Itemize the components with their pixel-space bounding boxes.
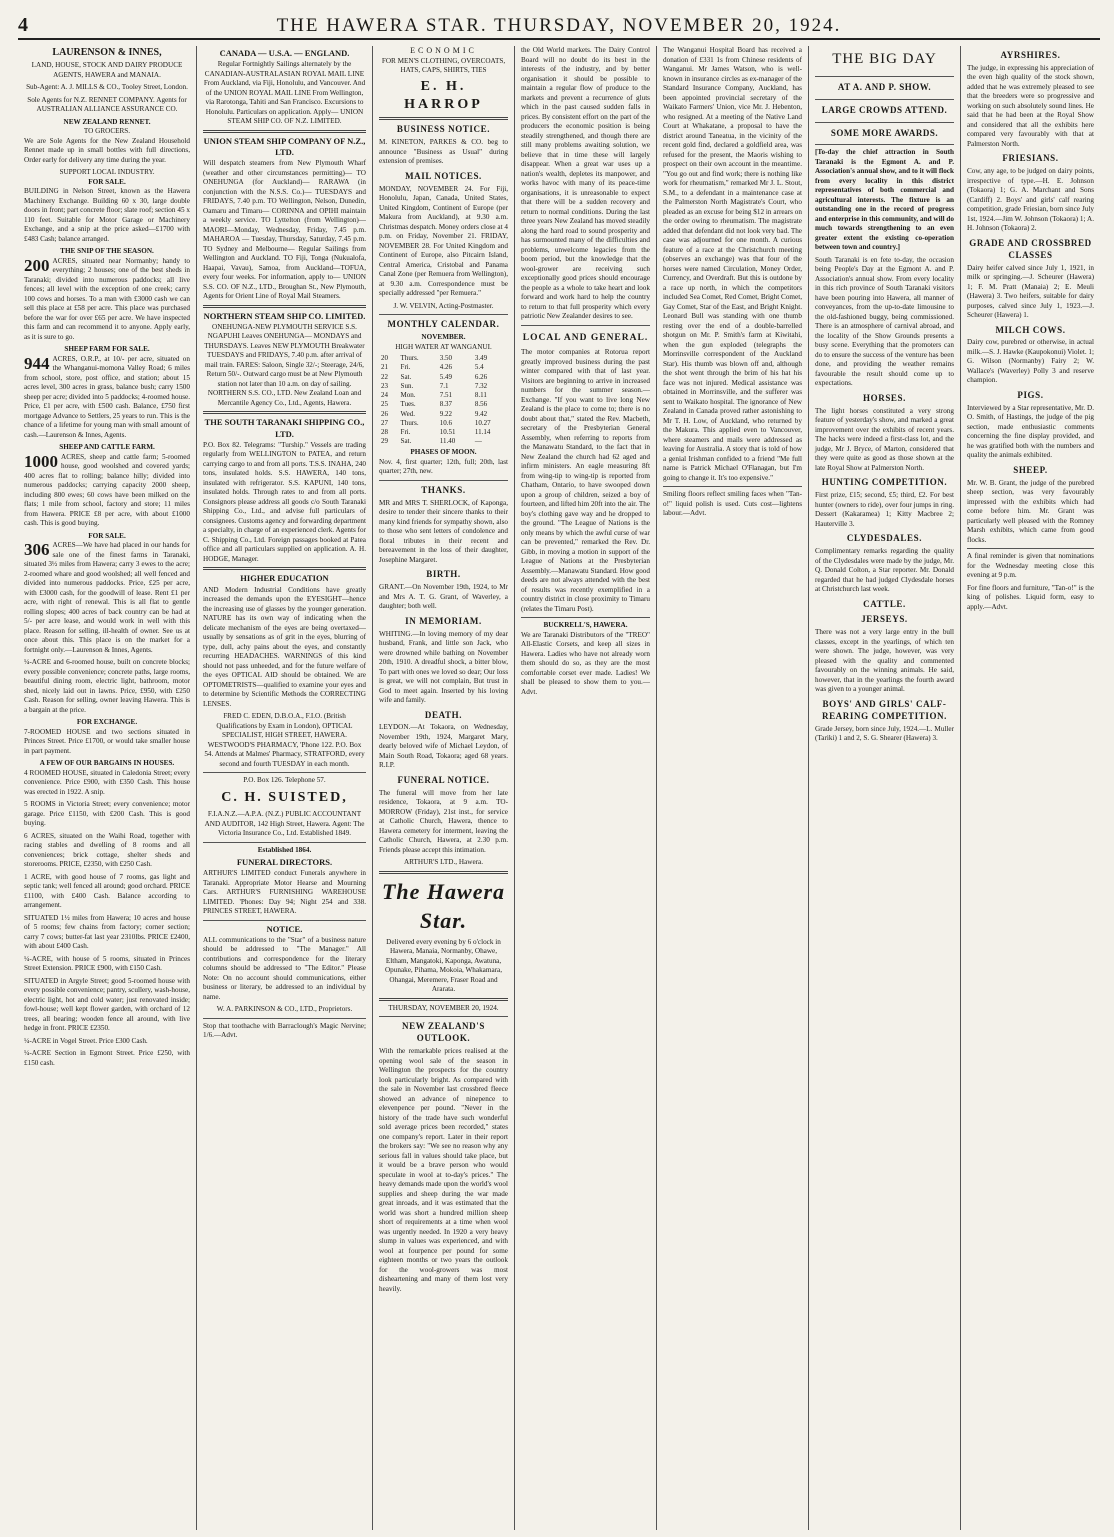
buckrell-body: We are Taranaki Distributors of the "TREO" All-Elastic Corsets, and keep all sizes in Hawera. Ladies who have not already worn them should do so, as they are the most comfortable corset ever made. Ladies! We shall be pleased to show them to you.—Advt. — [521, 630, 650, 696]
bargains-head: A FEW OF OUR BARGAINS IN HOUSES. — [39, 759, 175, 768]
friesians-head: FRIESIANS. — [1002, 153, 1059, 164]
established: Established 1864. — [257, 845, 312, 854]
friesians-body: Cow, any age, to be judged on dairy points, irrespective of type.—H. E. Johnson (Tokaora) 1; G. A. Marchant and Sons (Cardiff) 2. Boys' and girls' calf rearing competition, grade Friesian, born since July 1st, 1924.—Jim W. Johnson (Tokaora) 1; A. H. Johnson (Tokaora) 2. — [967, 167, 1094, 233]
death-body: LEYDON.—At Tokaora, on Wednesday, November 19th, 1924, Margaret Mary, dearly beloved wife of Michael Leydon, of Main South Road, Tokaora; aged 68 years. R.I.P. — [379, 723, 508, 770]
cattle-farm-head: SHEEP AND CATTLE FARM. — [59, 443, 155, 452]
exchange-head: FOR EXCHANGE. — [76, 718, 138, 727]
divider — [815, 122, 954, 123]
calendar-title: HIGH WATER AT WANGANUI. — [395, 342, 492, 351]
ap-show-head: AT A. AND P. SHOW. — [837, 81, 932, 92]
calf-rearing-head: BOYS' AND GIRLS' CALF-REARING COMPETITION. — [821, 698, 947, 721]
divider — [203, 567, 366, 570]
notice-body: ALL communications to the "Star" of a business nature should be addressed to "The Manager." All contributions and correspondence for the literary columns should be addressed to "The Editor." Please Note: On no account should communications, either business or literary, be addressed to an individual by name. — [203, 935, 366, 1001]
ad-306-acres — [24, 541, 190, 655]
tide-cell: 22 — [381, 372, 388, 381]
local-general-head: LOCAL AND GENERAL. — [522, 332, 649, 343]
tide-row — [379, 363, 508, 372]
funeral-notice-head: FUNERAL NOTICE. — [397, 774, 490, 785]
quarter-acre-ad: ¼-ACRE and 6-roomed house, built on concrete blocks; every possible convenience; concrete paths, large rooms, beautiful dining room, electric light, bathroom, motor shed, nicely laid out in lawns. Price, £950, with £250 Cash. Reason for selling, owner leaving Hawera. This is a bargain at the price. — [24, 658, 190, 714]
firm-subtitle: LAND, HOUSE, STOCK AND DAIRY PRODUCE AGENTS, HAWERA and MANAIA. — [31, 61, 183, 79]
tide-cell: Sun. — [400, 381, 414, 390]
grade-head: GRADE AND CROSSBRED CLASSES — [969, 237, 1092, 260]
mail-notices-head: MAIL NOTICES. — [405, 170, 482, 181]
tide-cell: 7.1 — [439, 381, 449, 390]
divider — [379, 1016, 508, 1017]
tide-cell: Tues. — [400, 400, 416, 409]
exchange-body: 7-ROOMED HOUSE and two sections situated in Princes Street. Price £1700, or would take smaller house in part payment. — [24, 727, 190, 755]
tide-row — [379, 419, 508, 428]
northern-head: NORTHERN STEAM SHIP CO. LIMITED. — [203, 310, 366, 321]
milch-head: MILCH COWS. — [995, 324, 1066, 335]
column-7 — [960, 46, 1100, 1530]
divider — [379, 117, 508, 120]
bargain-item: 5 ROOMS in Victoria Street; every convenience; motor garage. Price £1150, with £200 Cash. This is good buying. — [24, 800, 190, 828]
show-body: South Taranaki is en fete to-day, the occasion being People's Day at the Egmont A. and P. Association's annual show. From every locality in this rich province of South Taranaki visitors have been pouring into Hawera, all manner of conveyances, from the up-to-date limousine to the old-fashioned buggy, being commissioned. There is an atmosphere of carnival abroad, and the locality of the Show Grounds presents a busy scene. Everything that the promoters can do to ensure the success of the venture has been done, and providing the weather remains favourable the result should come up to expectations. — [815, 255, 954, 388]
jerseys-body: There was not a very large entry in the bull classes, except in the yearlings, of which ten were shown. The judge, however, was very pleased with the quality and commented favourably on the winning animals. He said, however, that in the yearlings the fourth award was given to a younger animal. — [815, 628, 954, 694]
divider — [203, 772, 366, 773]
tide-cell: Fri. — [400, 427, 411, 436]
outlook-body: With the remarkable prices realised at the opening wool sale of the season in Wellington the prospects for the country look particularly bright. As compared with the sale in November last crossbred fleece showed an advance of ninepence to elevenpence per pound. "Never in the history of the trade have such wonderful sold average prices been recorded," states one company's report. Later in their report the brokers say: "We see no reason why any serious fall in values should take place, but it would be a brave person who would speculate in wool at to-day's prices." The heavy demands made upon the world's wool supplies and sheep during the war made great inroads, and it was estimated that the world was short a hundred million sheep short of requirements at a time when wool was urgently needed. In 1920 a very heavy slump in values was experienced, and with wool at fourpence per pound for some eighteen months or two years the outlook for the wool-growers was most disheartening and many of them lost very heavily. — [379, 1047, 508, 1293]
divider — [521, 617, 650, 618]
education-body: AND Modern Industrial Conditions have greatly increased the demands upon the EYESIGHT—hence the increasing use of glasses by the younger generation. NATURE has its own way of indicating when the delicate mechanism of the eyes are being overtaxed—usually by sensations as of grit in the eyes, blurring of type, dull, achy pains about the eyes, and constantly recurring HEADACHES. WARNINGS of this kind should not pass unheeded, and for the future welfare of the eyes OPTICAL AID should be obtained. We are OPTOMETRISTS—qualified to examine your eyes and to determine by Scientific Methods the CORRECTING LENSES. — [203, 585, 366, 708]
union-body: Will despatch steamers from New Plymouth Wharf (weather and other circumstances permitting)— TO ONEHUNGA (for Auckland)— RARAWA (in conjunction with the N.S.S. Co.)— TUESDAYS and FRIDAYS, 7.40 p.m. TO Wellington, Nelson, Dunedin, Oamaru and Timaru— CORINNA and OPIHI maintain a weekly service. TO Lyttelton (from Wellington)— MAORI—Monday, Wednesday, Friday, 7.45 p.m. MAHAROA — Tuesday, Thursday, Saturday, 7.45 p.m. TO Sydney and Melbourne— Regular Sailings from Wellington and Auckland. TO Fiji, Tonga (Nukualofa, Haapai, Vavau), Samoa, from Auckland—TOFUA, every four weeks. For information, apply to— UNION S.S. CO. OF N.Z., LTD., Broughan St., New Plymouth, Agents for Orient Line of Royal Mail Steamers. — [203, 159, 366, 301]
tide-cell: 29 — [381, 437, 388, 446]
bargain-item: SITUATED in Argyle Street; good 5-roomed house with every possible convenience; pantry, scullery, wash-house, electric light, hot and cold water; just renovated inside; fowl-house; well kept flower garden, with orchard of 12 trees, all bearing; wooden fence all around, with live hedge in front. PRICE £2350. — [24, 976, 190, 1033]
clydesdales-head: CLYDESDALES. — [846, 533, 923, 544]
jerseys-head: JERSEYS. — [861, 614, 908, 625]
tide-cell: 26 — [381, 409, 388, 418]
suisted-body: F.I.A.N.Z.—A.P.A. (N.Z.) PUBLIC ACCOUNTANT AND AUDITOR, 142 High Street, Hawera. Agent: The Victoria Insurance Co., Ltd. Established 1849. — [204, 810, 365, 837]
business-notice-head: BUSINESS NOTICE. — [396, 124, 491, 135]
tide-cell: 6.26 — [474, 372, 488, 381]
divider — [521, 325, 650, 326]
tide-cell: 21 — [381, 363, 388, 372]
floors-advt: For fine floors and furniture, "Tan-o!" is the king of polishes. Liquid form, easy to apply.—Advt. — [967, 583, 1094, 611]
tide-cell: — — [474, 437, 482, 446]
ad-body: ACRES, O.R.P., at 10/- per acre, situated on the Whanganui-momona Valley Road; 6 miles from school, store, post office, and station; about 15 acres level, 300 acres in grass, balance bush; carry 1500 sheep per acre; divided into 5 paddocks; 4-roomed house. Price, £1 per acre, with £500 cash. Balance, £750 first mortgage Advance to Settlers, 25 years to run. This is the chance of a lifetime for young man with small amount of cash.—Laurenson & Innes, Agents. — [24, 354, 190, 439]
birth-head: BIRTH. — [426, 569, 461, 580]
divider — [203, 920, 366, 921]
tide-cell: Mon. — [400, 391, 416, 400]
cattle-head: CATTLE. — [863, 598, 906, 609]
tide-cell: 5.49 — [439, 372, 453, 381]
divider — [815, 99, 954, 100]
tide-row — [379, 428, 508, 437]
economic-sub: FOR MEN'S CLOTHING, OVERCOATS, HATS, CAPS, SHIRTS, TIES — [381, 56, 506, 75]
bargain-item: ¼-ACRE in Vogel Street. Price £300 Cash. — [24, 1036, 148, 1045]
ad-body: ACRES, situated near Normanby; handy to everything; 2 houses; one of the best sheds in Taranaki; divided into numerous paddocks; all live fences; all level with the exception of one creek; carry 100 cows and horses. To a man with £3000 cash we can sell this place at £58 per acre. This place was purchased before the war for over £65 per acre. We have inspected this farm and can recommend it to anyone. Apply early, as it is sure to go. — [24, 256, 190, 341]
bargain-item: 1 ACRE, with good house of 7 rooms, gas light and septic tank; well fenced all around; good orchard. PRICE £1100, with £400 Cash. Balance according to arrangement. — [24, 872, 190, 910]
hawera-star-nameplate: The Hawera Star. — [381, 878, 506, 933]
south-taranaki-head: THE SOUTH TARANAKI SHIPPING CO., LTD. — [204, 417, 365, 439]
tide-row — [379, 391, 508, 400]
column-4 — [514, 46, 656, 1530]
tide-cell: 27 — [381, 418, 388, 427]
northern-body: ONEHUNGA-NEW PLYMOUTH SERVICE S.S. NGAPUHI Leaves ONEHUNGA— MONDAYS and THURSDAYS. Leaves NEW PLYMOUTH Breakwater TUESDAYS and FRIDAYS, 7.40 p.m. after arrival of mail train. FARES: Saloon, Single 32/-; Steerage, 24/6, Return 50/-. Outward cargo must be at New Plymouth station not later than 10 a.m. on day of sailing. NORTHERN S.S. CO., LTD. New Zealand Loan and Mercantile Agency Co., Ltd., Agents, Hawera. — [204, 322, 365, 407]
milch-body: Dairy cow, purebred or otherwise, in actual milk.—S. J. Hawke (Kaupokonui) Violet. 1; G. Wilson (Normanby) Fairy 2; W. Wallace's (Waverley) Polly 3 and reserve champion. — [967, 338, 1095, 385]
divider — [203, 842, 366, 843]
tide-cell: 9.42 — [474, 409, 488, 418]
dateline: THURSDAY, NOVEMBER 20, 1924. — [388, 1003, 499, 1012]
for-sale-head-2: FOR SALE. — [88, 531, 126, 540]
awards-head: SOME MORE AWARDS. — [830, 127, 939, 138]
funeral-directors-head: FUNERAL DIRECTORS. — [236, 857, 333, 867]
death-head: DEATH. — [424, 709, 463, 720]
tide-cell: 8.37 — [439, 400, 453, 409]
tide-cell: Thurs. — [400, 418, 419, 427]
notice-signature: W. A. PARKINSON & CO., LTD., Proprietors. — [216, 1005, 353, 1014]
moon-head: PHASES OF MOON. — [410, 448, 477, 457]
tide-cell: Fri. — [400, 363, 411, 372]
bargain-item: ¼-ACRE Section in Egmont Street. Price £250, with £150 cash. — [24, 1049, 190, 1067]
tide-cell: 24 — [381, 391, 388, 400]
birth-body: GRANT.—On November 19th, 1924, to Mr and Mrs A. T. G. Grant, of Waverley, a daughter; both well. — [379, 583, 508, 611]
for-sale-head: FOR SALE. — [88, 177, 126, 186]
tide-cell: 4.26 — [439, 363, 453, 372]
ayrshires-head: AYRSHIRES. — [1000, 50, 1061, 60]
tide-cell: 8.11 — [474, 391, 487, 400]
business-notice-body: M. KINETON, PARKES & CO. beg to announce "Business as Usual" during extension of premises. — [379, 138, 508, 166]
column-2 — [196, 46, 372, 1530]
tide-cell: 10.27 — [474, 418, 491, 427]
divider — [379, 871, 508, 874]
paper-title: THE HAWERA STAR. THURSDAY, NOVEMBER 20, 1924. — [276, 15, 842, 36]
final-reminder: A final reminder is given that nominations for the Wednesday meeting close this evening at 9 p.m. — [967, 552, 1094, 580]
column-3 — [372, 46, 514, 1530]
tide-row — [379, 382, 508, 391]
divider — [203, 305, 366, 308]
ad-944-acres — [24, 355, 190, 441]
tan-o-advt: Smiling floors reflect smiling faces when "Tan-o!" liquid polish is used. Cuts cost—lightens labour.—Advt. — [663, 490, 802, 517]
economic-head: ECONOMIC — [410, 46, 477, 55]
ad-body: ACRES, sheep and cattle farm; 5-roomed house, good woolshed and covered yards; 400 acres flat to rolling; balance hilly; divided into numerous paddocks; carrying capacity 2000 sheep, including 800 ewes; 60 cows have been milked on the flats; 1 mile from school, factory and store; 11 miles from Hawera. PRICE £8 per acre, with about £1000 cash. This is good buying. — [24, 452, 190, 528]
tide-cell: 9.22 — [439, 409, 453, 418]
tide-cell: 11.40 — [439, 437, 456, 446]
ad-1000-acres — [24, 453, 190, 529]
eden-ad: FRED C. EDEN, D.B.O.A., F.I.O. (British Qualifications by Exam in London), OPTICAL SPECIALIST, HIGH STREET, HAWERA. WESTWOOD'S PHARMACY, 'Phone 122. P.O. Box 54. Attends at Malmes' Pharmacy, STRATFORD, every second and fourth TUESDAY in each month. — [204, 712, 365, 768]
tide-cell: Thurs. — [400, 354, 419, 363]
grocers-head: TO GROCERS. — [83, 127, 131, 136]
memoriam-head: IN MEMORIAM. — [405, 615, 482, 626]
ad-200-acres — [24, 257, 190, 343]
tide-row — [379, 410, 508, 419]
bargain-item: 6 ACRES, situated on the Waihi Road, together with racing stables and dwelling of 8 rooms and all conveniences; brick cottage, shelter sheds and storerooms. PRICE, £2350, with £250 Cash. — [24, 831, 190, 869]
tide-cell: 8.56 — [474, 400, 488, 409]
local-general-body: The motor companies at Rotorua report greatly improved business during the past winter compared with that of last year. Visitors are beginning to arrive in increased numbers for the summer season.—Exchange. "If you want to live long New Zealand is the place to come to; there is no doubt about that," stated the Rev. Macbeth, secretary of the Presbyterian General Assembly, when referring to reports from the Manawatu Standard, to the fact that in New Zealand the church had 62 aged and infirm ministers. An eagle measuring 8ft from wing-tip to wing-tip is reported from Chatham, Ontario, to have swooped down upon a group of children, seized a boy of fourteen, and lifted him 20ft into the air. The boy's clothing gave way and he dropped to the ground. "The League of Nations is the only means by which the awful curse of war can be prevented," remarked the Rev. Dr. Gibb, in moving a motion in support of the League of Nations at the Presbyterian Assembly.—Manawatu Standard. How good deeds are not always attended with the best of results was recently exemplified in a country district in close proximity to Timaru (relates the Timaru Post). — [521, 348, 650, 613]
column-6 — [808, 46, 960, 1530]
calendar-month: NOVEMBER. — [421, 333, 466, 342]
bargain-item: 4 ROOMED HOUSE, situated in Caledonia Street; every convenience. Price £900, with £350 Cash. This house was erected in 1922. A snip. — [24, 768, 190, 796]
page-number: 4 — [18, 14, 28, 36]
hunting-body: First prize, £15; second, £5; third, £2. For best hunter (owners to ride), over four jumps in ring. Dessert (Kakaramea) 1; Kitty Macbree 2; Hauterville 3. — [815, 491, 954, 528]
buckrell-head: BUCKRELL'S, HAWERA. — [543, 621, 628, 630]
tide-cell: 7.32 — [474, 381, 488, 390]
horses-body: The light horses constituted a very strong feature of yesterday's show, and marked a great improvement over the exhibits of recent years. The hacks were indeed a first-class lot, and the judge, Mr J. Bryce, of Marton, considered that they were quite as good as those shown at the late Royal Show at Palmerston North. — [815, 406, 954, 472]
hunting-head: HUNTING COMPETITION. — [821, 477, 948, 488]
thanks-head: THANKS. — [421, 484, 466, 495]
masthead — [18, 10, 1100, 40]
tide-cell: Wed. — [400, 409, 415, 418]
tide-cell: Sat. — [400, 372, 412, 381]
sheep-body: Mr. W. B. Grant, the judge of the purebred sheep section, was very favourably impressed with the exhibits which had come before him. Mr. Grant was particularly well pleased with the Romney Marsh exhibits, which came from good flocks. — [967, 478, 1094, 544]
tide-cell: 7.51 — [439, 391, 453, 400]
building-ad: BUILDING in Nelson Street, known as the Hawera Machinery Exchange. Building 60 x 30, large double doors in front; part concrete floor; slate roof; section 45 x 110 feet. Suitable for Motor Garage or Machinery Exchange, and a snip at the price asked—£1700 with £483 Cash; balance arranged. — [24, 187, 190, 243]
delivery-note: Delivered every evening by 6 o'clock in Hawera, Manaia, Normanby, Ohawe, Eltham, Mangatoki, Kaponga, Awatuna, Opunake, Pihama, Mokoia, Whakamara, Ohangai, Meremere, Fraser Road and Ararata. — [384, 937, 503, 994]
ad-number: 200 — [24, 255, 50, 275]
horses-head: HORSES. — [863, 392, 906, 403]
divider — [203, 130, 366, 133]
mail-notices-body: MONDAY, NOVEMBER 24. For Fiji, Honolulu, Japan, Canada, United States, United Kingdom, Continent of Europe (per Makura from Auckland), at 9.30 a.m. Christmas despatch. Money orders close at 4 p.m. on Friday, November 21. FRIDAY, NOVEMBER 28. For United Kingdom and Continent of Europe, also Pitcairn Island, Central America, Cristobal and Panama Canal Zone (per Remuera from Wellington), at 9.30 a.m. Correspondence must be specially addressed "per Remuera." — [379, 184, 508, 298]
divider — [815, 76, 954, 77]
tide-row — [379, 373, 508, 382]
calendar-head: MONTHLY CALENDAR. — [387, 319, 500, 330]
sheep-farm-head: SHEEP FARM FOR SALE. — [64, 345, 150, 354]
divider — [967, 548, 1094, 549]
funeral-directors-body: ARTHUR'S LIMITED conduct Funerals anywhere in Taranaki. Appropriate Motor Hearse and Mourning Cars. ARTHUR'S FURNISHING WAREHOUSE LIMITED. 'Phones: Day 94; Night 254 and 338. PRINCES STREET, HAWERA. — [203, 869, 366, 916]
education-head: HIGHER EDUCATION — [240, 573, 329, 584]
outlook-continued: the Old World markets. The Dairy Control Board will no doubt do its best in the interests of the industry, and by better organisation it should be possible to maintain a regular flow of produce to the markets and prevent a recurrence of gluts which in the past caused sudden falls in prices. By consistent effort on the part of the producers the economic position is being steadily strengthened, and though there are still many problems awaiting solution, we believe that in time these will largely disappear. When a great war uses up a nation's wealth, depletes its manpower, and works havoc with many of its peace-time organisations, it is unreasonable to expect that there will be a sudden recovery and return to normal conditions. During the last three years New Zealand has moved steadily along the hard road to sound prosperity and has surmounted many of the difficulties and problems, unwelcome legacies from the boom period, but the knowledge that the wool-grower are receiving such exceptionally good prices should encourage the people as a whole to take heart and look forward and work hard to help the country to return to that full prosperity which every patriotic New Zealander desires to see. — [521, 46, 650, 320]
tide-cell: 11.14 — [474, 427, 491, 436]
big-day-head: THE BIG DAY — [832, 51, 937, 67]
tide-cell: Sat. — [400, 437, 412, 446]
tide-cell: 23 — [381, 381, 388, 390]
ayrshires-body: The judge, in expressing his appreciation of the even high quality of the stock shown, added that he was extremely pleased to see that the breeders were so progressive and working on such absolutely sound lines. He said that he had been at the Royal Show and considered that all the exhibits here compared very favourably with that at Palmerston North. — [967, 63, 1094, 148]
divider — [379, 480, 508, 481]
ad-number: 306 — [24, 540, 50, 560]
ad-number: 1000 — [24, 451, 58, 471]
divider — [379, 998, 508, 1001]
bargain-item: SITUATED 1½ miles from Hawera; 10 acres and house of 5 rooms; few chains from factory; corner section; carry 7 cows; butter-fat last year 2310lbs. PRICE £2400, with about £400 Cash. — [24, 913, 190, 951]
sheep-head: SHEEP. — [1013, 464, 1048, 475]
rennet-head: NEW ZEALAND RENNET. — [63, 117, 151, 126]
tide-row — [379, 400, 508, 409]
memoriam-body: WHITING.—In loving memory of my dear husband, Frank, and little son Jack, who were drowned while bathing on November 20th, 1910. A dreadful shock, a bitter blow, To part with ones we loved so dear; Our loss is great, we will not complain, But trust in God to meet again. Inserted by his loving wife and family. — [379, 629, 508, 705]
bargain-item: ¼-ACRE, with house of 5 rooms, situated in Princes Street Extension. PRICE £900, with £150 Cash. — [24, 954, 190, 973]
mail-signature: J. W. VELVIN, Acting-Postmaster. — [393, 301, 494, 310]
support-head: SUPPORT LOCAL INDUSTRY. — [59, 168, 155, 177]
column-1 — [18, 46, 196, 1530]
outlook-head: NEW ZEALAND'S OUTLOOK. — [402, 1021, 485, 1044]
grocers-body: We are Sole Agents for the New Zealand Household Rennet made up in small bottles with full directions, Order early for delivery any time during the year. — [24, 136, 190, 164]
tide-table — [379, 354, 508, 446]
divider — [815, 144, 954, 145]
clydesdales-body: Complimentary remarks regarding the quality of the Clydesdales were made by the judge, Mr. Q. Donald Colton, a Star reporter. Mr. Donald regarded that he had judged Clydesdale horses at Christchurch last week. — [815, 547, 954, 594]
tide-row — [379, 354, 508, 363]
tide-cell: 28 — [381, 427, 388, 436]
moon-body: Nov. 4, first quarter; 12th, full; 20th, last quarter; 27th, new. — [379, 457, 508, 476]
tide-cell: 5.4 — [474, 363, 484, 372]
divider — [663, 486, 802, 487]
crowds-head: LARGE CROWDS ATTEND. — [821, 104, 948, 115]
news-body: The Wanganui Hospital Board has received a donation of £331 1s from Chinese residents of Wanganui. Mr James Watson, who is well-known in insurance circles as ex-manager of the Standard Insurance Company, Auckland, has been appointed provincial secretary of the Waikato Farmers' Union, vice Mr. J. Hebenton, who resigned. At a meeting of the Native Land Court at Whakatane, a proposal to have the district around Taneatua, in the vicinity of the recent gold find, declared a goldfield area, was refused for the present, the Maoris wishing to prospect on their own account in the meantime. "You go out and find work; there is nothing like work for rheumatism," remarked Mr J. L. Stout, S.M., to a defendant in a maintenance case at the Palmerston North Magistrate's Court, who pleaded as an excuse for being $12 in arrears on the order owing to rheumatism. The magistrate added that defendant did not look very bad. The case was adjourned for one month. A curious feature of a race at the Christchurch meeting (observes an exchange) was that four of the horses were named Circulation, Money Order, Currency, and Overdraft. But this is outdone by a race up north, in which the competitors included Sea Comet, Red Comet, Bright Comet, Gay Comet, Star of the East, and Bright Knight. Leonard Bull was standing with one thumb resting over the end of a double-barrelled shotgun on Mr. P. Smith's farm at Kiwitahi, when the gun exploded (telegraphs the Morrinsville correspondent of the Auckland Star). His thumb was blown off and, although the shot went through the brim of his hat his face was not injured. Medical assistance was obtained in Morrinsville, and the sufferer was sent to Waikato hospital. The ignorance of New Zealand in Canada proved rather astonishing to Mr T. H. Low, of Auckland, who returned by the Makura. This applied even to Vancouver, where steamers and mails were addressed as leaving for Australia. A story that is told of how a genial Irishman confided to a friend "Me full name is Patrick Michael O'Flanagan, but I'm going to change it. It's too expensive." — [663, 46, 802, 482]
po-box: P.O. Box 126. Telephone 57. — [243, 776, 326, 785]
divider — [379, 314, 508, 315]
agents-nz: Sole Agents for N.Z. RENNET COMPANY. Agents for AUSTRALIAN ALLIANCE ASSURANCE CO. — [27, 95, 187, 114]
tide-cell: 3.50 — [439, 354, 453, 363]
tide-cell: 10.6 — [439, 418, 453, 427]
ad-body: ACRES—We have had placed in our hands for sale one of the finest farms in Taranaki, situated 3½ miles from Hawera; carry 3 ewes to the acre; 2-roomed whare and good woolshed; all well fenced and divided into numerous paddocks. Price, £25 per acre, with £3000 cash, for the goodwill of lease. Rent £1 per acre, with right of renewal. This is all flat to gentle rolling slopes; 400 acres of back country can be had at 5/- per acre lease, and would work in well with this place. Reason for selling, ill-health of owner. See us at once about this. This place is on the market for a fortnight only.—Laurenson & Innes, Agents. — [24, 541, 190, 654]
snip-head: THE SNIP OF THE SEASON. — [60, 247, 154, 256]
calf-rearing-body: Grade Jersey, born since July, 1924.—L. Muller (Tariki) 1 and 2, S. G. Shearer (Hawera) 3. — [815, 724, 954, 743]
tide-row — [379, 437, 508, 446]
thanks-body: MR and MRS T. SHERLOCK, of Kaponga, desire to tender their sincere thanks to their many kind friends for sympathy shown, also to those who sent letters of condolence and floral tributes in their recent and bereavement in the loss of their daughter, Josephine Margaret. — [379, 498, 508, 564]
divider — [203, 1018, 366, 1019]
funeral-signature: ARTHUR'S LTD., Hawera. — [403, 858, 484, 867]
funeral-notice-body: The funeral will move from her late residence, Tokaora, at 9 a.m. TO-MORROW (Friday), 21st inst., for service at Catholic Church, Hawera, thence to Hawera cemetery for interment, leaving the Catholic Church, Hawera, at 2.30 p.m. Friends please accept this intimation. — [379, 788, 508, 854]
tide-cell: 20 — [381, 354, 388, 363]
tide-cell: 10.51 — [439, 427, 456, 436]
toothache-advt: Stop that toothache with Barraclough's Magic Nervine; 1/6.—Advt. — [203, 1021, 366, 1040]
south-taranaki-body: P.O. Box 82. Telegrams: "Turship." Vessels are trading regularly from WELLINGTON to PATEA, and return carrying cargo to and from all ports. T.S.S. INAHA, 240 tons, insulated holds. S.S. HAWERA, 140 tons, insulated with refrigerator. S.S. KAPUNI, 140 tons, insulated holds. Through rates to and from all ports. Consignors please address all goods c/o South Taranaki Shipping Co., Ltd., and advise full particulars of consignees. Customs agency and forwarding department a specialty, in charge of an experienced clerk. Agents for C. Shipping Co., Ltd. Foreign passages booked at Patea office and all particulars supplied on application. A. H. HODGE, Manager. — [203, 440, 366, 563]
show-intro: [To-day the chief attraction in South Taranaki is the Egmont A. and P. Association's annual show, and to it will flock from every locality in this district representatives of both commercial and agricultural interests. The fixture is an outstanding one in the record of progress and enterprise in this community, and will do much towards strengthening to an even greater extent the existing co-operation between town and country.] — [815, 148, 954, 252]
canada-head: CANADA — U.S.A. — ENGLAND. — [219, 48, 350, 58]
harrop-name: E. H. HARROP — [404, 78, 483, 113]
suisted-name: C. H. SUISTED, — [221, 789, 348, 805]
firm-name: LAURENSON & INNES, — [52, 47, 162, 58]
tide-cell: 25 — [381, 400, 388, 409]
tide-cell: 3.49 — [474, 354, 488, 363]
notice-head: NOTICE. — [266, 923, 303, 934]
ad-number: 944 — [24, 353, 50, 373]
grade-body: Dairy heifer calved since July 1, 1921, in milk or springing.—J. Scheurer (Hawera) 1; F. M. Pratt (Manaia) 2; E. Meuli (Hawera) 3. Two heifers, suitable for dairy purposes, calved since July 1, 1923.—J. Scheurer (Hawera) 1. — [967, 263, 1094, 319]
column-5 — [656, 46, 808, 1530]
pigs-body: Interviewed by a Star representative, Mr. D. O. Smith, of Hastings, the judge of the pig section, made enthusiastic comments concerning the fine display provided, and he was gratified both with the numbers and quality the animals exhibited. — [967, 403, 1094, 460]
pigs-head: PIGS. — [1017, 389, 1044, 400]
sub-agent: Sub-Agent: A. J. MILLS & CO., Tooley Street, London. — [26, 83, 188, 92]
newspaper-page — [18, 10, 1100, 1530]
union-head: UNION STEAM SHIP COMPANY OF N.Z., LTD. — [203, 135, 366, 157]
canada-body: Regular Fortnightly Sailings alternately by the CANADIAN-AUSTRALASIAN ROYAL MAIL LINE From Auckland, via Fiji, Honolulu, and Vancouver. And of the UNION ROYAL MAIL LINE From Wellington, via Rarotonga, Tahiti and San Francisco. Excursions to Honolulu. Particulars on application. Apply— UNION STEAM SHIP CO. OF N.Z. LIMITED. — [203, 60, 366, 126]
divider — [203, 411, 366, 414]
